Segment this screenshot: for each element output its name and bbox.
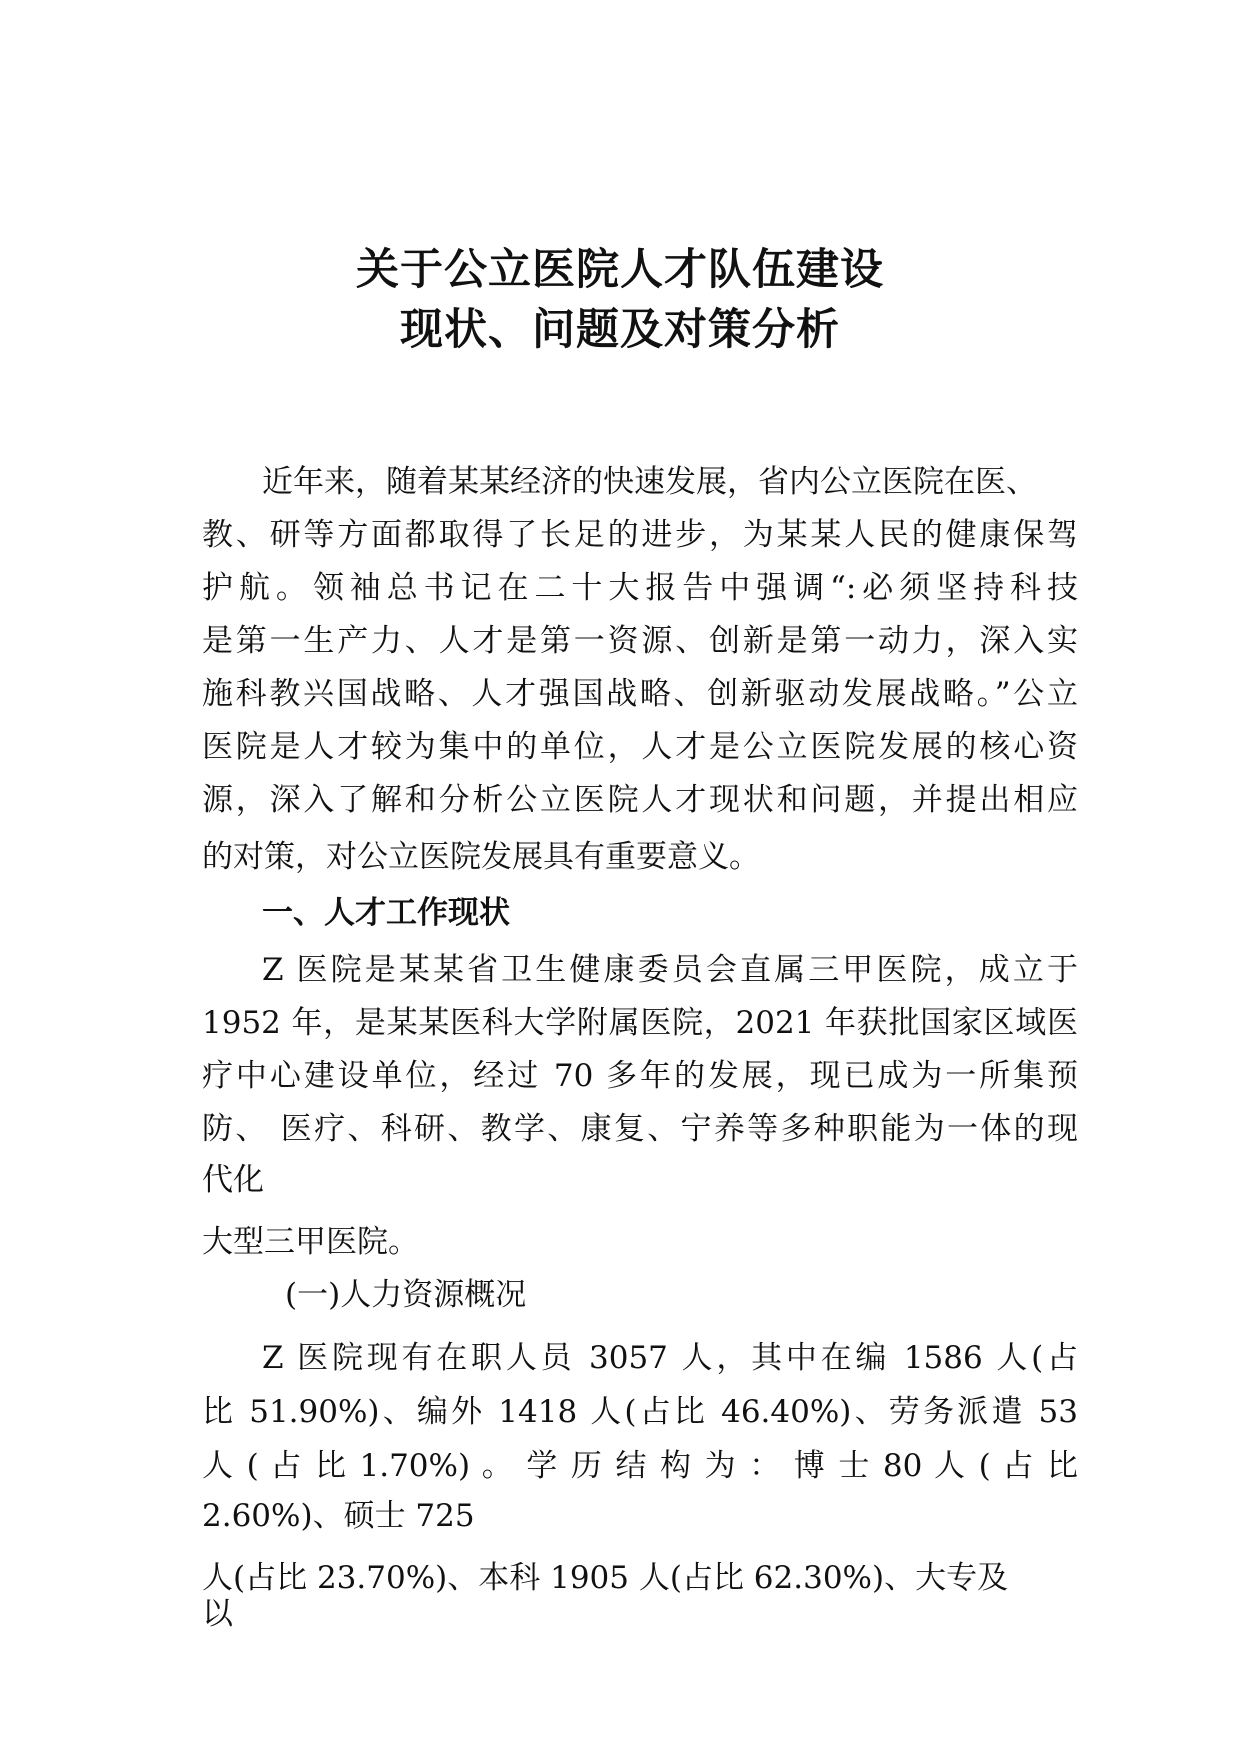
intro-line-4: 是第一生产力、人才是第一资源、创新是第一动力，深入实 <box>202 623 1078 659</box>
section1-line-1: Z 医院是某某省卫生健康委员会直属三甲医院，成立于 <box>262 952 1078 988</box>
subsection1-line-1: Z 医院现有在职人员 3057 人，其中在编 1586 人(占 <box>262 1340 1078 1376</box>
intro-line-5: 施科教兴国战略、人才强国战略、创新驱动发展战略。”公立 <box>202 676 1078 712</box>
intro-line-1: 近年来，随着某某经济的快速发展，省内公立医院在医、 <box>262 464 1037 500</box>
subsection1-line-5: 人(占比 23.70%)、本科 1905 人(占比 62.30%)、大专及 <box>202 1560 1009 1596</box>
subsection1-line-4: 2.60%)、硕士 725 <box>202 1498 475 1534</box>
section1-line-3: 疗中心建设单位，经过 70 多年的发展，现已成为一所集预 <box>202 1058 1078 1094</box>
section1-line-5: 代化 <box>202 1162 264 1198</box>
intro-line-3: 护航。领袖总书记在二十大报告中强调“:必须坚持科技 <box>202 570 1078 606</box>
intro-line-6: 医院是人才较为集中的单位，人才是公立医院发展的核心资 <box>202 729 1078 765</box>
document-title-line-1: 关于公立医院人才队伍建设 <box>356 245 884 295</box>
subsection-heading-1: (一)人力资源概况 <box>285 1277 527 1313</box>
intro-line-8: 的对策，对公立医院发展具有重要意义。 <box>202 839 760 875</box>
document-title-line-2: 现状、问题及对策分析 <box>400 305 840 355</box>
intro-line-7: 源，深入了解和分析公立医院人才现状和问题，并提出相应 <box>202 782 1078 818</box>
section1-line-2: 1952 年，是某某医科大学附属医院，2021 年获批国家区域医 <box>202 1005 1078 1041</box>
subsection1-line-2: 比 51.90%)、编外 1418 人(占比 46.40%)、劳务派遣 53 <box>202 1394 1078 1430</box>
subsection1-line-3: 人 ( 占 比 1.70%) 。 学 历 结 构 为 ： 博 士 80 人 ( 占 比 <box>202 1448 1078 1484</box>
subsection1-line-6: 以 <box>202 1596 233 1632</box>
section-heading-1: 一、人才工作现状 <box>262 895 510 931</box>
intro-line-2: 教、研等方面都取得了长足的进步，为某某人民的健康保驾 <box>202 517 1078 553</box>
section1-line-6: 大型三甲医院。 <box>202 1224 419 1260</box>
section1-line-4: 防、 医疗、科研、教学、康复、宁养等多种职能为一体的现 <box>202 1111 1078 1147</box>
